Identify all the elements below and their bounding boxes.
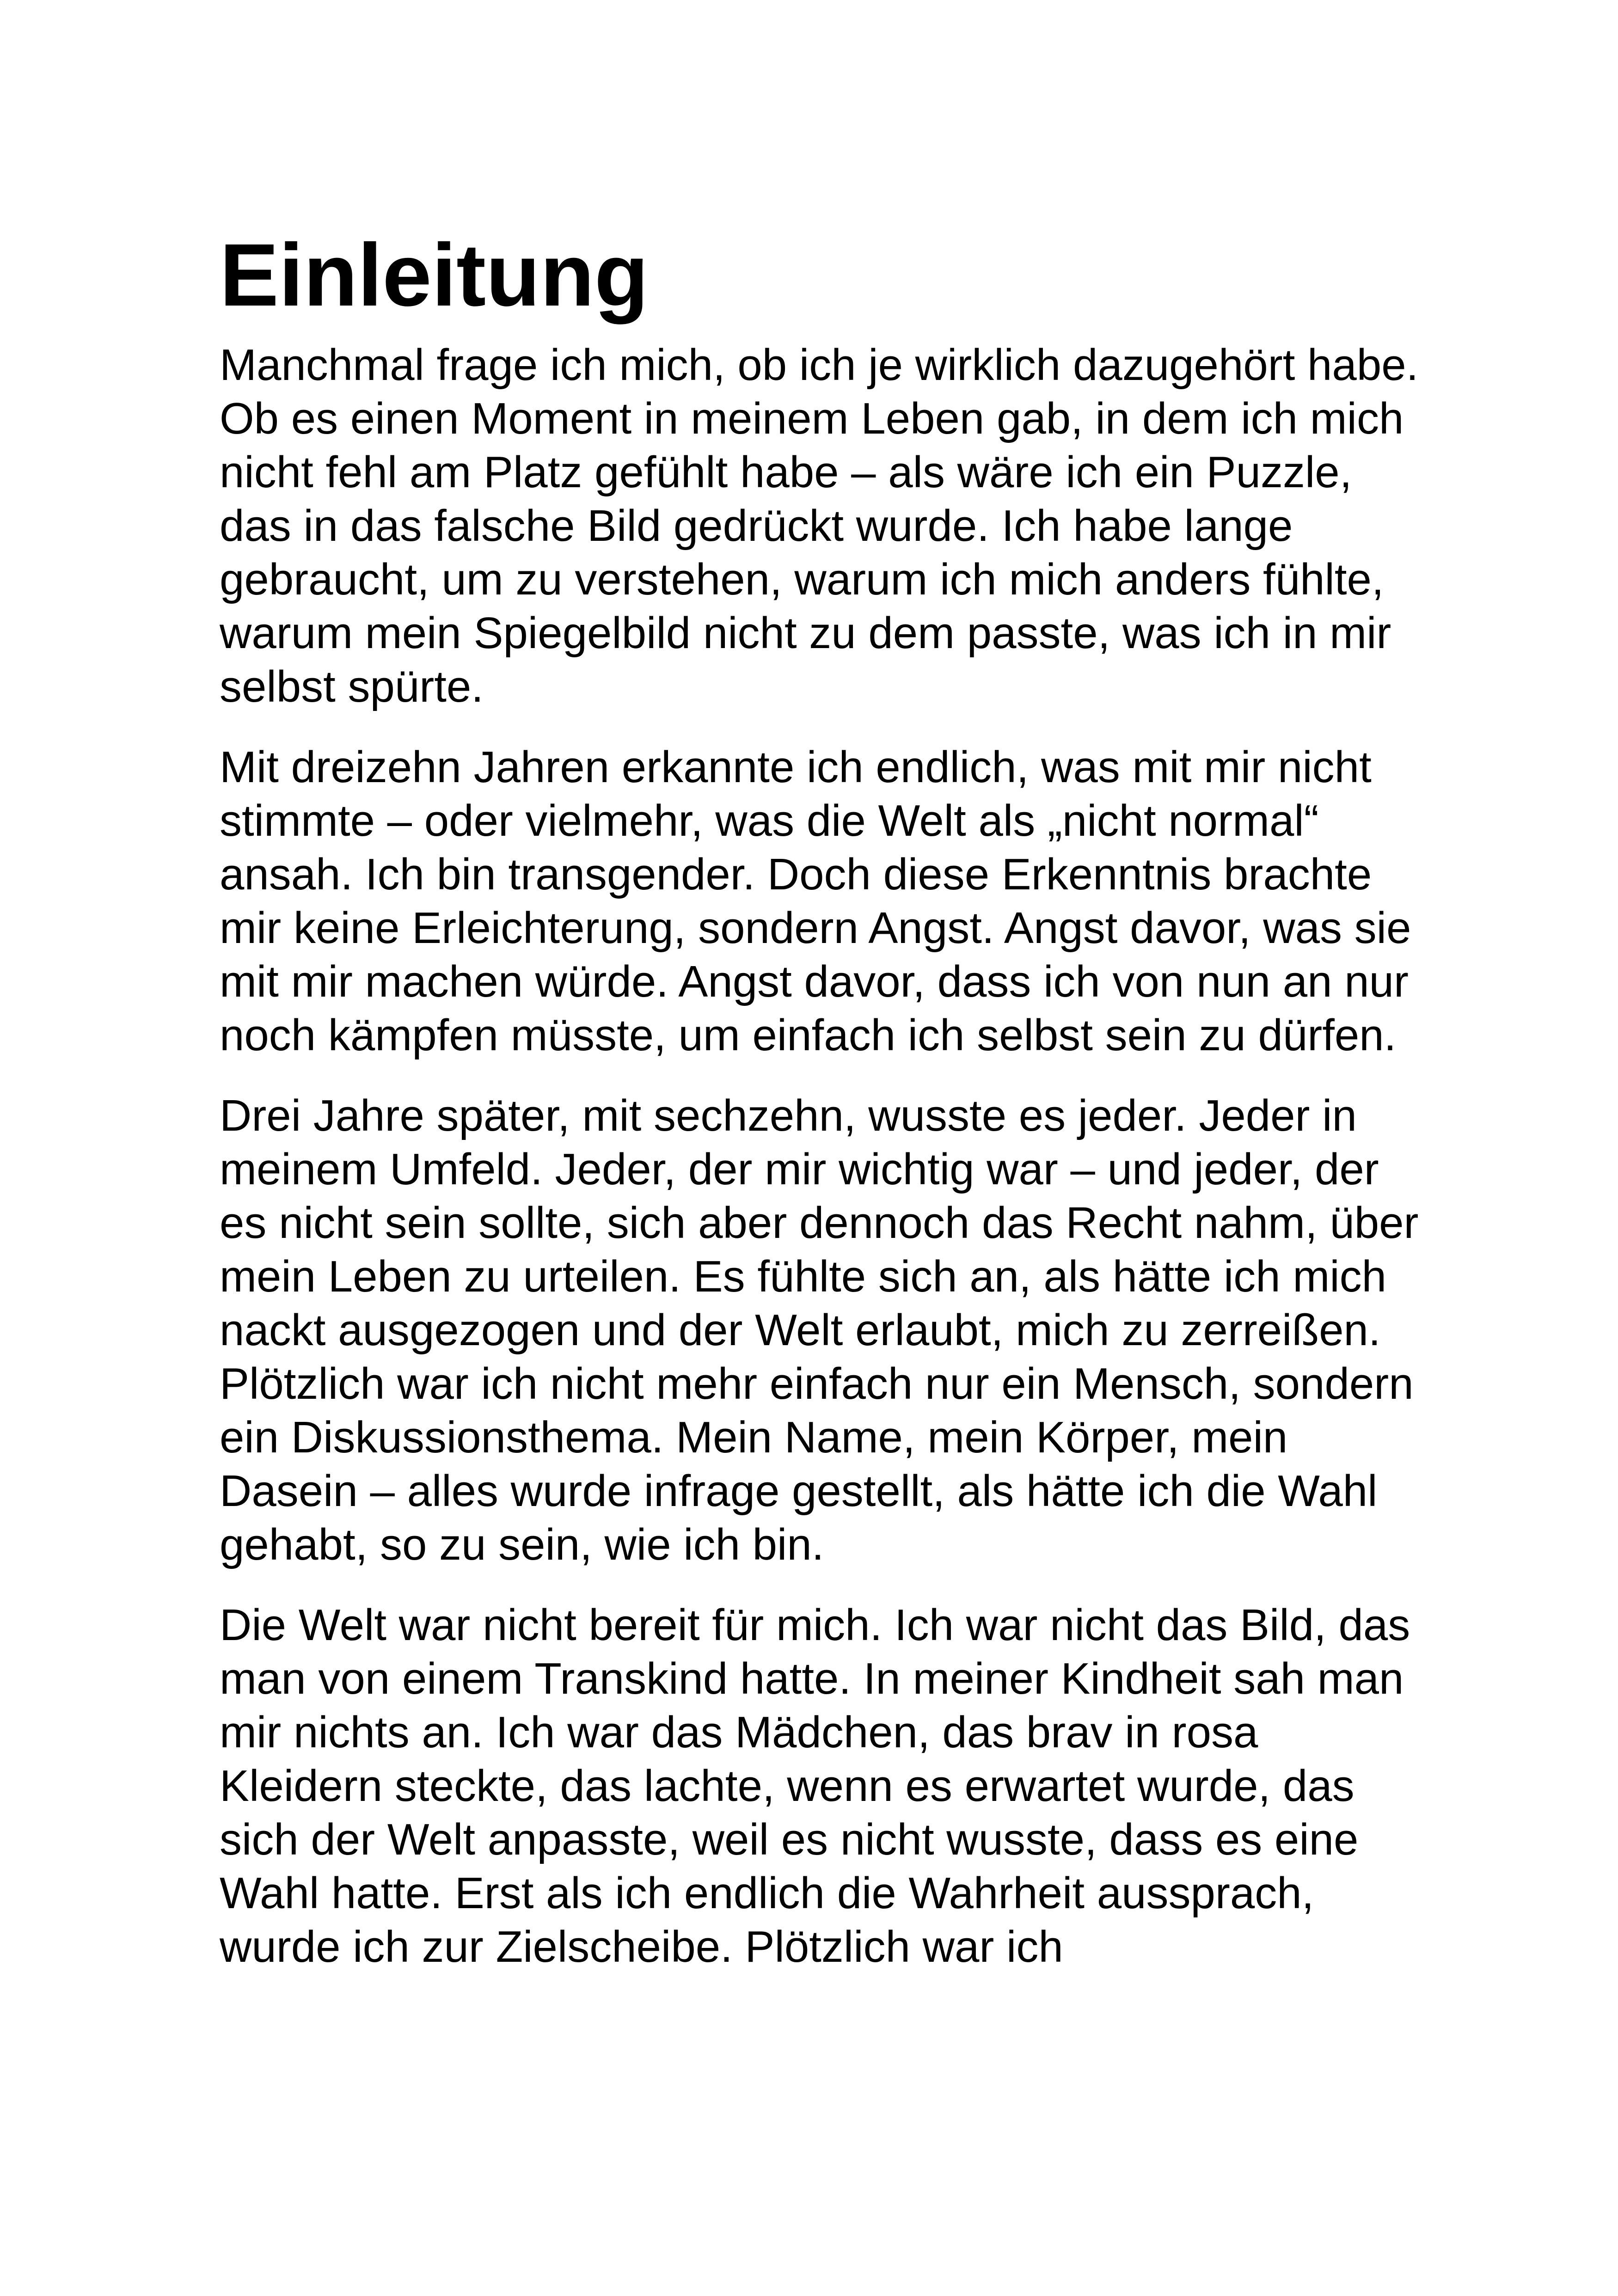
paragraph-2: Mit dreizehn Jahren erkannte ich endlich, was mit mir nicht stimmte – oder vielmehr, was die Welt als „nicht normal“ ansah. Ich bin transgender. Doch diese Erkenntnis brachte mir keine Erleichterung, sondern Angst. Angst davor, was sie mit mir machen würde. Angst davor, dass ich von nun an nur noch kämpfen müsste, um einfach ich selbst sein zu dürfen. (220, 742, 1411, 1060)
page-title: Einleitung (220, 225, 649, 325)
paragraph-3: Drei Jahre später, mit sechzehn, wusste es jeder. Jeder in meinem Umfeld. Jeder, der mir wichtig war – und jeder, der es nicht sein sollte, sich aber dennoch das Recht nahm, über mein Leben zu urteilen. Es fühlte sich an, als hätte ich mich nackt ausgezogen und der Welt erlaubt, mich zu zerreißen. Plötzlich war ich nicht mehr einfach nur ein Mensch, sondern ein Diskussionsthema. Mein Name, mein Körper, mein Dasein – alles wurde infrage gestellt, als hätte ich die Wahl gehabt, so zu sein, wie ich bin. (220, 1091, 1419, 1569)
paragraph-4: Die Welt war nicht bereit für mich. Ich war nicht das Bild, das man von einem Transkind hatte. In meiner Kindheit sah man mir nichts an. Ich war das Mädchen, das brav in rosa Kleidern steckte, das lachte, wenn es erwartet wurde, das sich der Welt anpasste, weil es nicht wusste, dass es eine Wahl hatte. Erst als ich endlich die Wahrheit aussprach, wurde ich zur Zielscheibe. Plötzlich war ich (220, 1600, 1410, 1971)
paragraph-1: Manchmal frage ich mich, ob ich je wirklich dazugehört habe. Ob es einen Moment in meinem Leben gab, in dem ich mich nicht fehl am Platz gefühlt habe – als wäre ich ein Puzzle, das in das falsche Bild gedrückt wurde. Ich habe lange gebraucht, um zu verstehen, warum ich mich anders fühlte, warum mein Spiegelbild nicht zu dem passte, was ich in mir selbst spürte. (220, 340, 1419, 711)
page-content (220, 222, 1422, 2001)
